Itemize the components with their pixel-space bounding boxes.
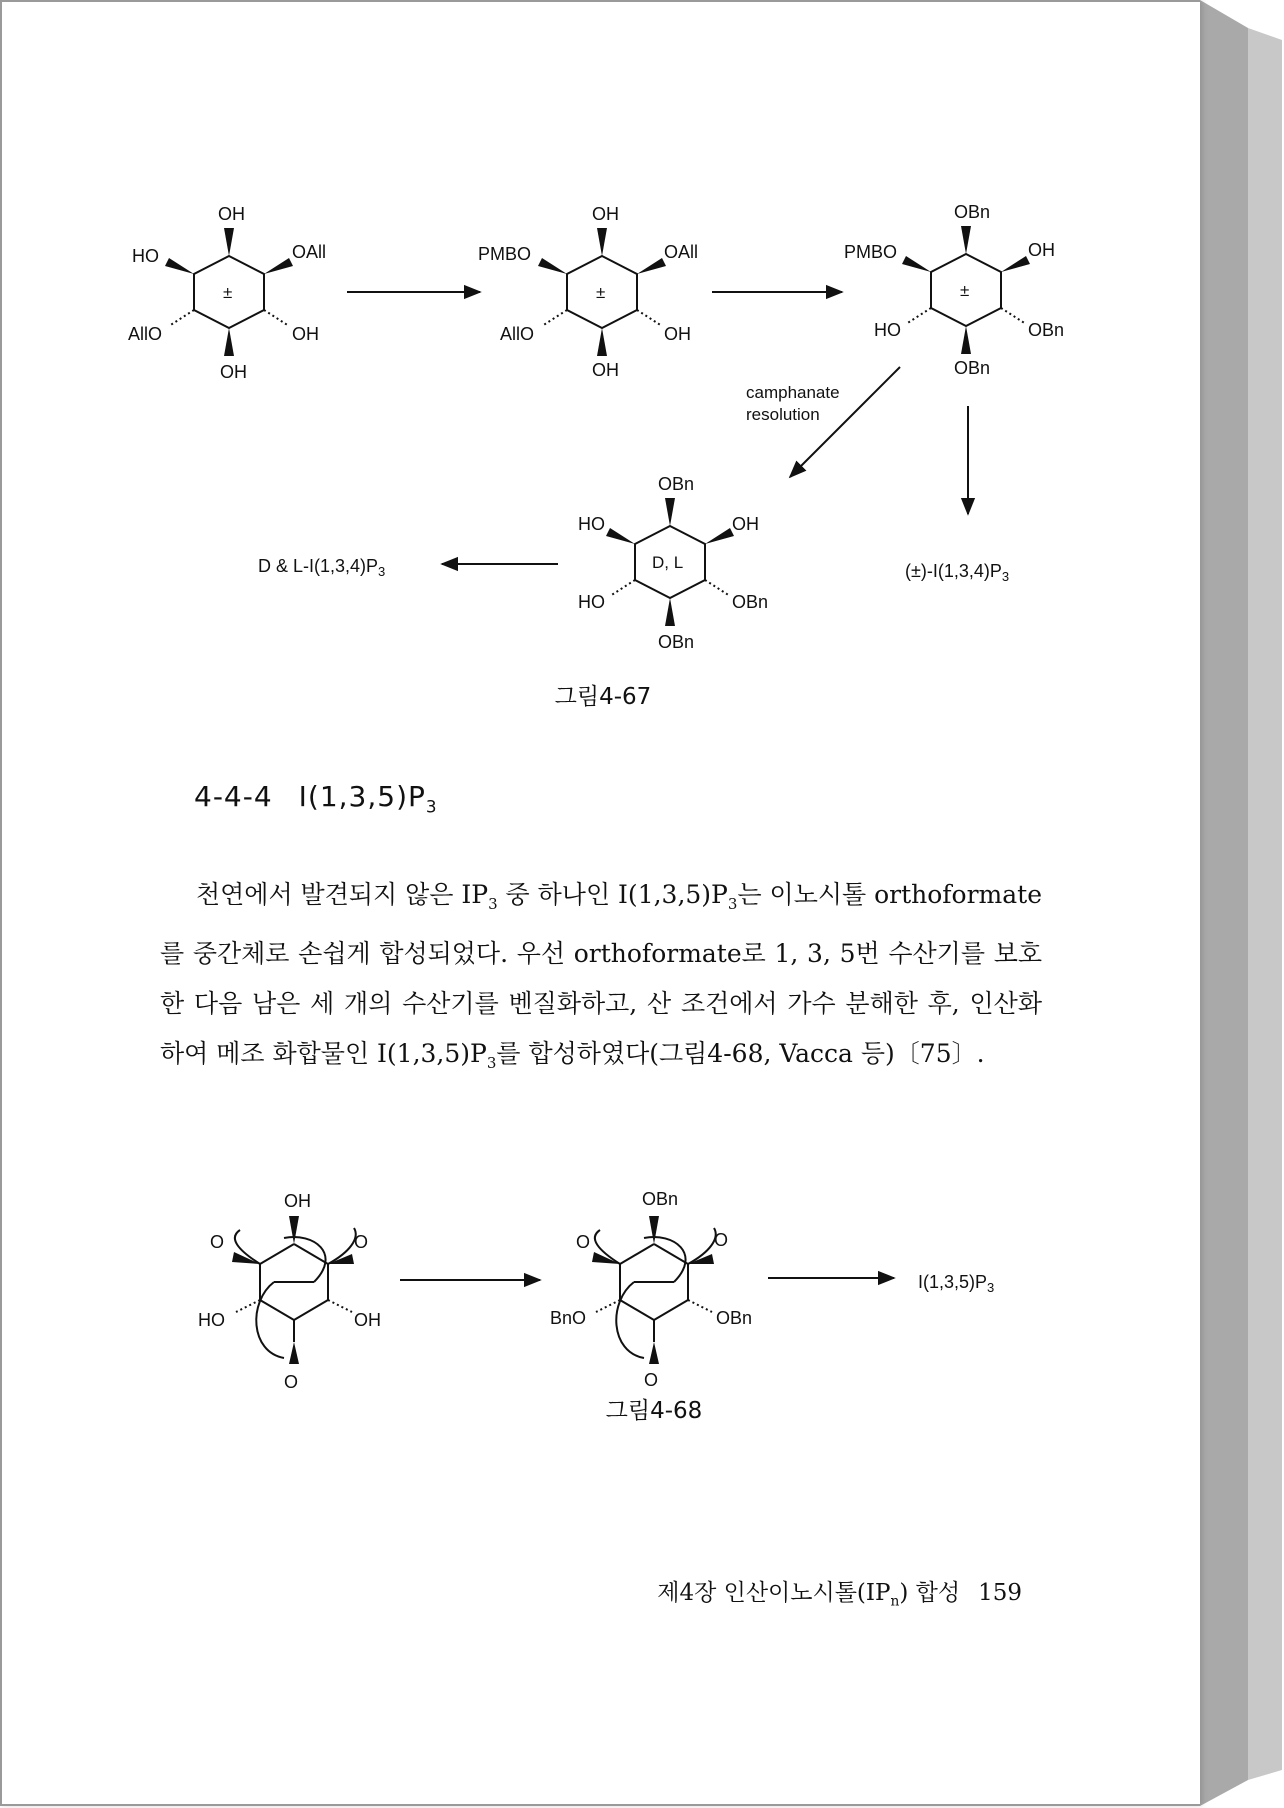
- section-title-subscript: 3: [425, 796, 438, 817]
- c2-center-label: ±: [596, 283, 606, 302]
- oc2-bno-label: BnO: [550, 1308, 587, 1328]
- oc1-o-bottom: O: [284, 1372, 299, 1392]
- oc1-ho-label: HO: [198, 1310, 225, 1330]
- c4-left-label: HO: [578, 514, 605, 534]
- body-paragraph: [160, 870, 1042, 1088]
- c1-center-label: ±: [223, 283, 233, 302]
- c4-bottom-label: OBn: [658, 632, 695, 652]
- section-title: I(1,3,5)P: [298, 780, 426, 813]
- section-number: 4-4-4: [194, 780, 273, 813]
- c1-lowright-label: OH: [292, 324, 319, 344]
- c3-bottom-label: OBn: [954, 358, 991, 378]
- para-text-3: 는 이노시톨 orthoformate를 중간체로 손쉽게 합성되었다. 우선 orthoformate로 1, 3, 5번 수산기를 보호한 다음 남은 세 개의 수산기를 벤질화하고, 산 조건에서 가수 분해한 후, 인산화하여 메조 화합물인 I(1,3,5)P: [160, 880, 1042, 1068]
- c3-left-label: PMBO: [844, 242, 898, 262]
- c1-right-label: OAll: [292, 242, 327, 262]
- oc1-oh-label: OH: [354, 1310, 381, 1330]
- c3-center-label: ±: [960, 281, 970, 300]
- orthoformate-compound-1: [232, 1216, 356, 1364]
- footer-chapter-end: ) 합성: [899, 1580, 961, 1606]
- c4-lowleft-label: HO: [578, 592, 605, 612]
- oc1-o-left: O: [210, 1232, 225, 1252]
- c2-left-label: PMBO: [478, 244, 532, 264]
- footer-chapter: 제4장 인산이노시톨(IP: [657, 1580, 891, 1606]
- oc2-top-label: OBn: [642, 1189, 679, 1209]
- para-text-1: 천연에서 발견되지 않은 IP: [196, 880, 489, 909]
- book-edge: [1198, 0, 1284, 1806]
- c3-lowleft-label: HO: [874, 320, 901, 340]
- c3-right-label: OH: [1028, 240, 1055, 260]
- figure-4-68-caption: 그림4-68: [605, 1398, 703, 1424]
- c4-lowright-label: OBn: [732, 592, 769, 612]
- c3-lowright-label: OBn: [1028, 320, 1065, 340]
- c2-top-label: OH: [592, 204, 619, 224]
- orthoformate-compound-2: [592, 1216, 716, 1364]
- footer-chapter-sub: n: [890, 1593, 900, 1610]
- oc1-o-right: O: [354, 1232, 369, 1252]
- oc2-o-right: O: [714, 1230, 729, 1250]
- fig68-product-label: $I(1,3,5)P_3$: [918, 1272, 995, 1295]
- c4-right-label: OH: [732, 514, 759, 534]
- oc1-top-label: OH: [284, 1191, 311, 1211]
- c3-top-label: OBn: [954, 202, 991, 222]
- para-sub-1: 3: [488, 895, 498, 913]
- book-edge-shape: [1198, 0, 1284, 1806]
- para-text-2: 중 하나인 I(1,3,5)P: [497, 880, 728, 909]
- page-footer: [657, 1574, 1022, 1610]
- product-right-label: $(\pm)-I(1,3,4)P_3$: [905, 561, 1010, 584]
- c2-bottom-label: OH: [592, 360, 619, 380]
- page-number: 159: [978, 1580, 1022, 1606]
- para-sub-2: 3: [727, 895, 738, 913]
- section-heading: [194, 780, 438, 817]
- resolution-label: resolution: [746, 405, 820, 424]
- c1-left-label: HO: [132, 246, 159, 266]
- product-left-label: D & $L-I(1,3,4)P_3$: [258, 556, 386, 579]
- c4-top-label: OBn: [658, 474, 695, 494]
- figure-4-67-caption: 그림4-67: [554, 684, 652, 710]
- oc2-obn-label: OBn: [716, 1308, 753, 1328]
- c1-bottom-label: OH: [220, 362, 247, 382]
- oc2-o-bottom: O: [644, 1370, 659, 1390]
- camphanate-label: camphanate: [746, 383, 840, 402]
- c2-lowright-label: OH: [664, 324, 691, 344]
- c2-right-label: OAll: [664, 242, 699, 262]
- oc2-o-left: O: [576, 1232, 591, 1252]
- c1-top-label: OH: [218, 204, 245, 224]
- c1-lowleft-label: AllO: [128, 324, 163, 344]
- para-text-4: 를 합성하였다(그림4-68, Vacca 등)〔75〕.: [496, 1039, 985, 1068]
- para-sub-3: 3: [486, 1054, 497, 1072]
- c4-center-label: D, L: [652, 553, 684, 572]
- c2-lowleft-label: AllO: [500, 324, 535, 344]
